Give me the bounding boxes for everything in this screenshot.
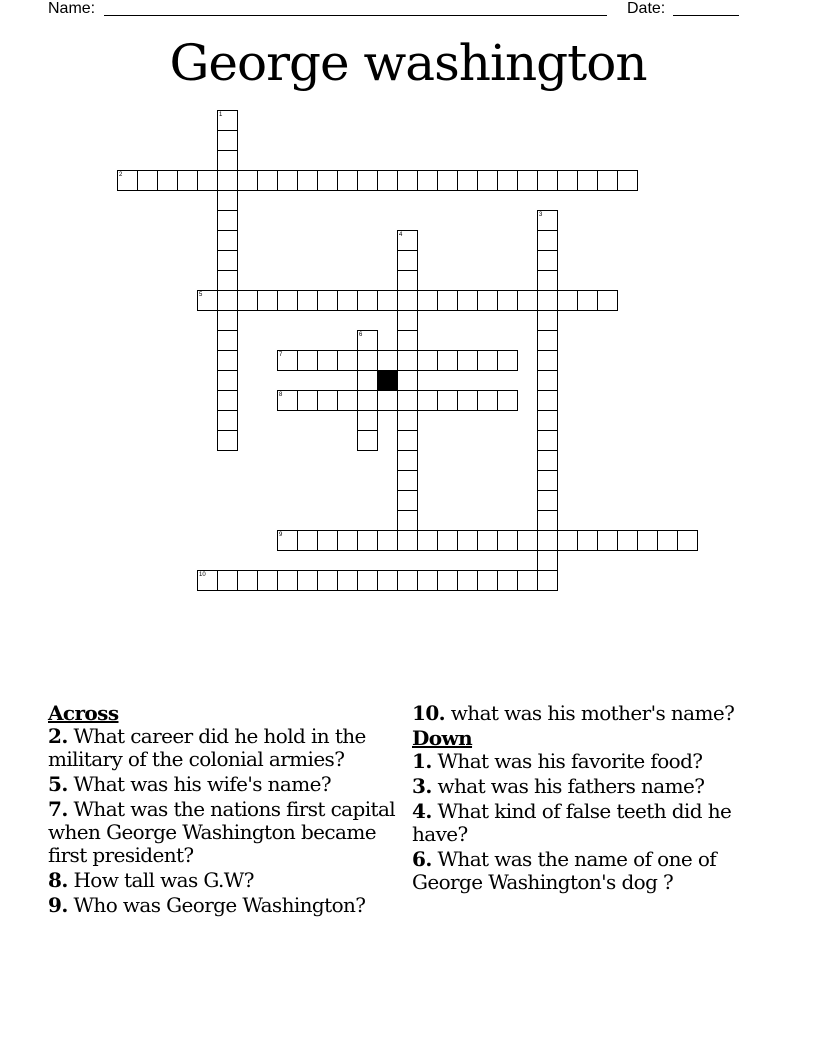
grid-cell[interactable]: [377, 570, 398, 591]
grid-cell[interactable]: [337, 290, 358, 311]
grid-cell[interactable]: [277, 290, 298, 311]
clue-down-1: [412, 750, 772, 773]
name-label: Name:: [48, 0, 96, 17]
grid-cell[interactable]: [477, 530, 498, 551]
date-label: Date:: [627, 0, 666, 17]
grid-cell[interactable]: [337, 570, 358, 591]
grid-cell[interactable]: [317, 390, 338, 411]
grid-cell[interactable]: [457, 390, 478, 411]
clue-number: 2.: [48, 724, 68, 748]
grid-cell[interactable]: [177, 170, 198, 191]
grid-cell[interactable]: [437, 290, 458, 311]
grid-cell[interactable]: [497, 170, 518, 191]
grid-cell[interactable]: [197, 290, 218, 311]
clue-number: 6.: [412, 847, 432, 871]
grid-cell[interactable]: [357, 410, 378, 431]
grid-cell[interactable]: [397, 390, 418, 411]
cell-number: 1: [219, 112, 223, 118]
grid-cell[interactable]: [297, 390, 318, 411]
clue-down-3: [412, 775, 772, 798]
clue-across-8: [48, 869, 404, 892]
grid-cell[interactable]: [537, 470, 558, 491]
grid-cell[interactable]: [217, 390, 238, 411]
grid-cell[interactable]: [477, 290, 498, 311]
grid-cell[interactable]: [497, 530, 518, 551]
clue-text: what was his mother's name?: [450, 701, 735, 725]
grid-cell[interactable]: [537, 210, 558, 231]
grid-cell[interactable]: [557, 290, 578, 311]
grid-cell[interactable]: [437, 530, 458, 551]
clue-text: What was his favorite food?: [437, 749, 703, 773]
grid-cell[interactable]: [337, 350, 358, 371]
grid-cell[interactable]: [217, 250, 238, 271]
grid-cell[interactable]: [437, 390, 458, 411]
grid-block: [377, 370, 398, 391]
grid-cell[interactable]: [217, 130, 238, 151]
grid-cell[interactable]: [637, 530, 658, 551]
clue-number: 8.: [48, 868, 68, 892]
grid-cell[interactable]: [257, 570, 278, 591]
grid-cell[interactable]: [397, 230, 418, 251]
grid-cell[interactable]: [397, 330, 418, 351]
cell-number: 9: [279, 532, 283, 538]
grid-cell[interactable]: [597, 170, 618, 191]
grid-cell[interactable]: [457, 290, 478, 311]
grid-cell[interactable]: [357, 430, 378, 451]
grid-cell[interactable]: [537, 410, 558, 431]
grid-cell[interactable]: [657, 530, 678, 551]
grid-cell[interactable]: [397, 410, 418, 431]
grid-cell[interactable]: [397, 470, 418, 491]
grid-cell[interactable]: [197, 570, 218, 591]
grid-cell[interactable]: [277, 170, 298, 191]
grid-cell[interactable]: [537, 510, 558, 531]
clue-text: what was his fathers name?: [437, 774, 705, 798]
clue-across-7: [48, 798, 404, 867]
clue-down-6: [412, 848, 772, 894]
grid-cell[interactable]: [357, 570, 378, 591]
grid-cell[interactable]: [397, 430, 418, 451]
grid-cell[interactable]: [377, 290, 398, 311]
grid-cell[interactable]: [217, 410, 238, 431]
grid-cell[interactable]: [157, 170, 178, 191]
grid-cell[interactable]: [537, 430, 558, 451]
grid-cell[interactable]: [237, 570, 258, 591]
grid-cell[interactable]: [377, 530, 398, 551]
grid-cell[interactable]: [417, 170, 438, 191]
grid-cell[interactable]: [317, 350, 338, 371]
grid-cell[interactable]: [337, 390, 358, 411]
grid-cell[interactable]: [217, 270, 238, 291]
grid-cell[interactable]: [477, 170, 498, 191]
clues-left-column: [48, 702, 404, 919]
grid-cell[interactable]: [217, 190, 238, 211]
cell-number: 7: [279, 352, 283, 358]
grid-cell[interactable]: [357, 530, 378, 551]
grid-cell[interactable]: [257, 170, 278, 191]
grid-cell[interactable]: [537, 450, 558, 471]
grid-cell[interactable]: [397, 570, 418, 591]
grid-cell[interactable]: [537, 550, 558, 571]
grid-cell[interactable]: [317, 290, 338, 311]
grid-cell[interactable]: [337, 170, 358, 191]
grid-cell[interactable]: [317, 170, 338, 191]
grid-cell[interactable]: [217, 290, 238, 311]
grid-cell[interactable]: [397, 370, 418, 391]
grid-cell[interactable]: [397, 350, 418, 371]
grid-cell[interactable]: [357, 390, 378, 411]
grid-cell[interactable]: [417, 530, 438, 551]
cell-number: 5: [199, 292, 203, 298]
grid-cell[interactable]: [517, 290, 538, 311]
grid-cell[interactable]: [357, 330, 378, 351]
grid-cell[interactable]: [617, 170, 638, 191]
grid-cell[interactable]: [397, 530, 418, 551]
grid-cell[interactable]: [217, 430, 238, 451]
grid-cell[interactable]: [457, 350, 478, 371]
grid-cell[interactable]: [237, 170, 258, 191]
grid-cell[interactable]: [237, 290, 258, 311]
down-heading: Down: [412, 726, 473, 750]
grid-cell[interactable]: [537, 390, 558, 411]
grid-cell[interactable]: [357, 290, 378, 311]
grid-cell[interactable]: [217, 170, 238, 191]
clue-number: 10.: [412, 701, 445, 725]
grid-cell[interactable]: [217, 570, 238, 591]
grid-cell[interactable]: [197, 170, 218, 191]
clue-across-9: [48, 894, 404, 917]
grid-cell[interactable]: [217, 110, 238, 131]
clue-down-4: [412, 800, 772, 846]
grid-cell[interactable]: [337, 530, 358, 551]
grid-cell[interactable]: [417, 390, 438, 411]
grid-cell[interactable]: [357, 350, 378, 371]
grid-cell[interactable]: [517, 570, 538, 591]
grid-cell[interactable]: [217, 350, 238, 371]
grid-cell[interactable]: [537, 330, 558, 351]
cell-number: 10: [199, 572, 206, 578]
across-heading: Across: [48, 701, 119, 725]
cell-number: 2: [119, 172, 123, 178]
grid-cell[interactable]: [597, 290, 618, 311]
clue-number: 7.: [48, 797, 68, 821]
grid-cell[interactable]: [557, 170, 578, 191]
grid-cell[interactable]: [497, 570, 518, 591]
grid-cell[interactable]: [557, 530, 578, 551]
grid-cell[interactable]: [317, 570, 338, 591]
grid-cell[interactable]: [477, 570, 498, 591]
grid-cell[interactable]: [537, 250, 558, 271]
clue-across-2: [48, 725, 404, 771]
grid-cell[interactable]: [517, 530, 538, 551]
grid-cell[interactable]: [397, 250, 418, 271]
clue-text: What was his wife's name?: [73, 772, 331, 796]
grid-cell[interactable]: [537, 230, 558, 251]
grid-cell[interactable]: [397, 290, 418, 311]
grid-cell[interactable]: [377, 170, 398, 191]
clue-text: What kind of false teeth did he have?: [412, 799, 732, 846]
grid-cell[interactable]: [217, 310, 238, 331]
cell-number: 6: [359, 332, 363, 338]
clue-text: How tall was G.W?: [73, 868, 254, 892]
cell-number: 4: [399, 232, 403, 238]
grid-cell[interactable]: [377, 350, 398, 371]
grid-cell[interactable]: [397, 450, 418, 471]
clue-number: 5.: [48, 772, 68, 796]
clue-across-5: [48, 773, 404, 796]
grid-cell[interactable]: [277, 390, 298, 411]
grid-cell[interactable]: [217, 370, 238, 391]
grid-cell[interactable]: [437, 170, 458, 191]
grid-cell[interactable]: [577, 170, 598, 191]
grid-cell[interactable]: [397, 310, 418, 331]
grid-cell[interactable]: [437, 350, 458, 371]
grid-cell[interactable]: [457, 170, 478, 191]
clue-text: What was the nations first capital when George Washington became first president?: [48, 797, 396, 867]
grid-cell[interactable]: [357, 170, 378, 191]
grid-cell[interactable]: [117, 170, 138, 191]
grid-cell[interactable]: [497, 350, 518, 371]
grid-cell[interactable]: [537, 530, 558, 551]
clue-across-10: [412, 702, 772, 725]
grid-cell[interactable]: [137, 170, 158, 191]
grid-cell[interactable]: [497, 290, 518, 311]
grid-cell[interactable]: [677, 530, 698, 551]
clue-number: 3.: [412, 774, 432, 798]
grid-cell[interactable]: [537, 270, 558, 291]
grid-cell[interactable]: [457, 570, 478, 591]
grid-cell[interactable]: [497, 390, 518, 411]
grid-cell[interactable]: [217, 210, 238, 231]
grid-cell[interactable]: [537, 570, 558, 591]
clue-number: 1.: [412, 749, 432, 773]
grid-cell[interactable]: [277, 570, 298, 591]
grid-cell[interactable]: [257, 290, 278, 311]
grid-cell[interactable]: [397, 510, 418, 531]
clue-number: 9.: [48, 893, 68, 917]
page-title: George washington: [169, 34, 647, 92]
grid-cell[interactable]: [277, 350, 298, 371]
grid-cell[interactable]: [317, 530, 338, 551]
grid-cell[interactable]: [377, 390, 398, 411]
cell-number: 8: [279, 392, 283, 398]
clues-right-column: [412, 702, 772, 896]
grid-cell[interactable]: [297, 290, 318, 311]
grid-cell[interactable]: [617, 530, 638, 551]
grid-cell[interactable]: [537, 310, 558, 331]
clue-number: 4.: [412, 799, 432, 823]
grid-cell[interactable]: [297, 530, 318, 551]
grid-cell[interactable]: [597, 530, 618, 551]
grid-cell[interactable]: [297, 570, 318, 591]
grid-cell[interactable]: [577, 290, 598, 311]
grid-cell[interactable]: [457, 530, 478, 551]
grid-cell[interactable]: [477, 390, 498, 411]
grid-cell[interactable]: [577, 530, 598, 551]
grid-cell[interactable]: [537, 350, 558, 371]
grid-cell[interactable]: [537, 370, 558, 391]
grid-cell[interactable]: [217, 230, 238, 251]
grid-cell[interactable]: [397, 490, 418, 511]
grid-cell[interactable]: [477, 350, 498, 371]
grid-cell[interactable]: [417, 290, 438, 311]
grid-cell[interactable]: [217, 330, 238, 351]
grid-cell[interactable]: [537, 290, 558, 311]
grid-cell[interactable]: [217, 150, 238, 171]
grid-cell[interactable]: [397, 170, 418, 191]
cell-number: 3: [539, 212, 543, 218]
grid-cell[interactable]: [437, 570, 458, 591]
grid-cell[interactable]: [297, 350, 318, 371]
clue-text: What career did he hold in the military of the colonial armies?: [48, 724, 366, 771]
grid-cell[interactable]: [517, 170, 538, 191]
grid-cell[interactable]: [537, 490, 558, 511]
grid-cell[interactable]: [417, 570, 438, 591]
grid-cell[interactable]: [357, 370, 378, 391]
clue-text: Who was George Washington?: [73, 893, 366, 917]
grid-cell[interactable]: [417, 350, 438, 371]
grid-cell[interactable]: [537, 170, 558, 191]
grid-cell[interactable]: [397, 270, 418, 291]
grid-cell[interactable]: [297, 170, 318, 191]
grid-cell[interactable]: [277, 530, 298, 551]
clue-text: What was the name of one of George Washington's dog ?: [412, 847, 717, 894]
